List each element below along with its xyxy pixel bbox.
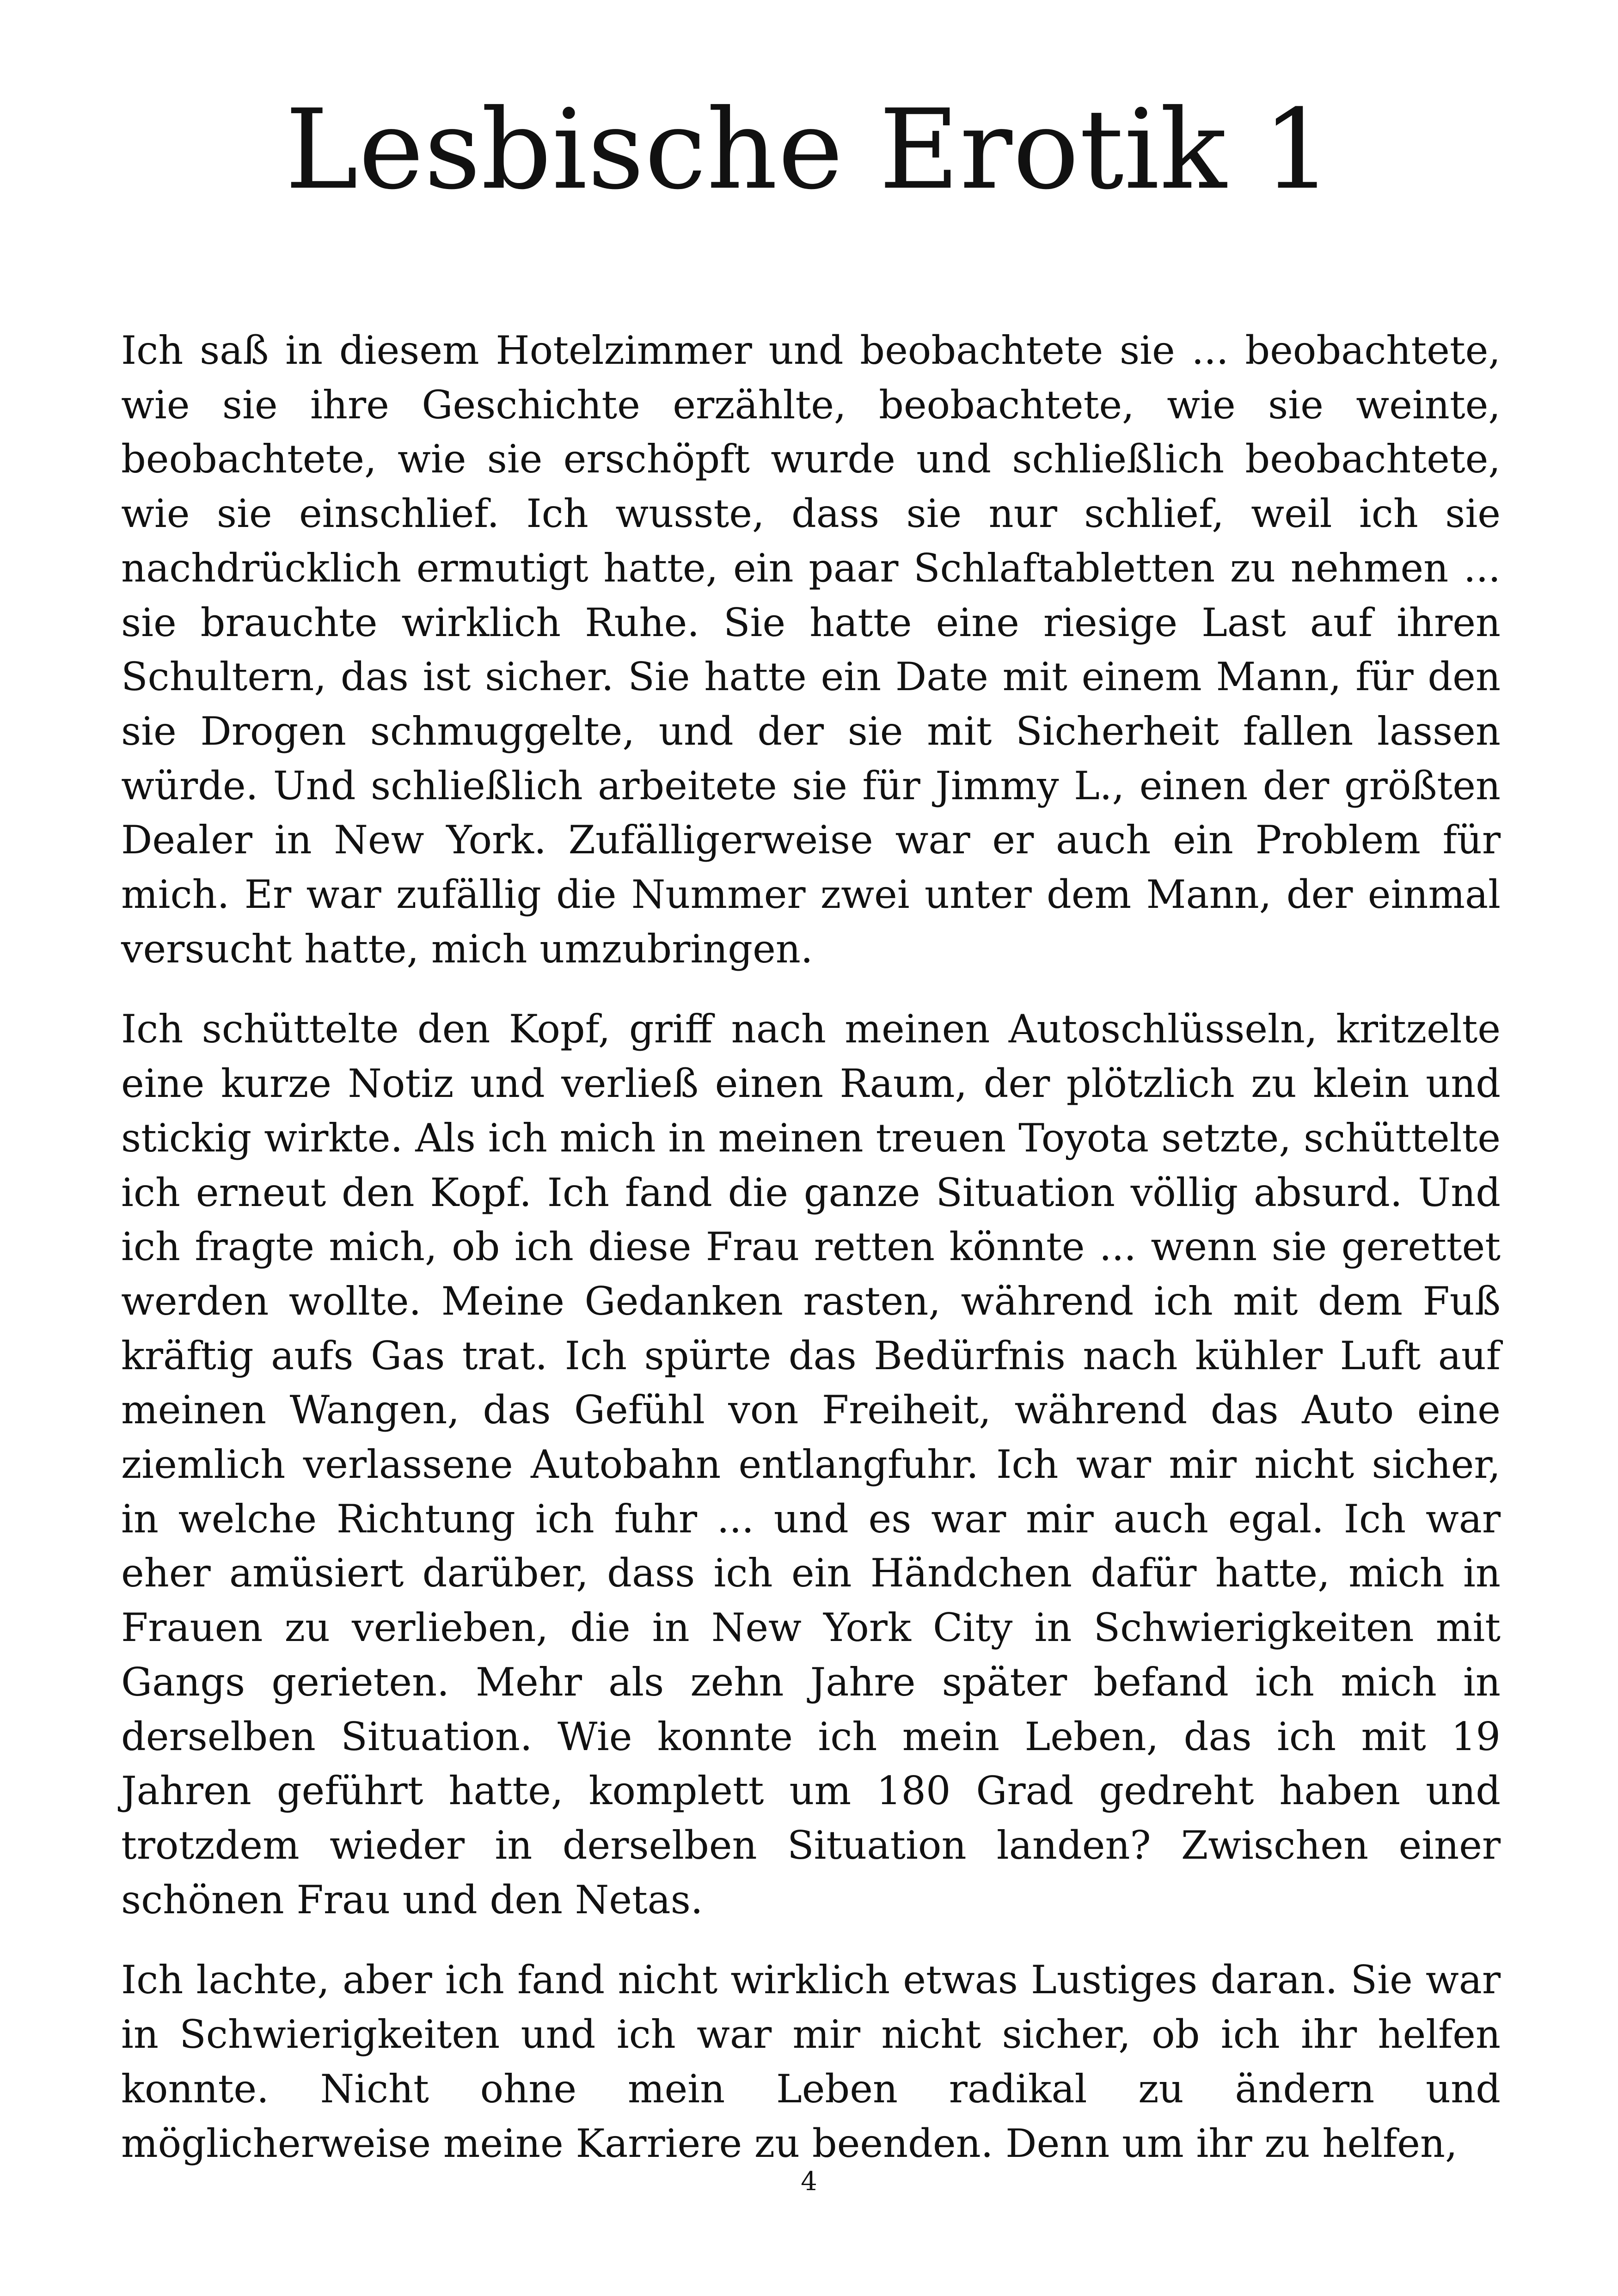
page-number: 4 bbox=[801, 2167, 817, 2197]
body-text bbox=[121, 324, 1501, 2197]
paragraph-2: Ich schüttelte den Kopf, griff nach meinen Autoschlüsseln, kritzelte eine kurze Notiz und verließ einen Raum, der plötzlich zu klein und stickig wirkte. Als ich mich in meinen treuen Toyota setzte, schüttelte ich erneut den Kopf. Ich fand die ganze Situation völlig absurd. Und ich fragte mich, ob ich diese Frau retten könnte ... wenn sie gerettet werden wollte. Meine Gedanken rasten, während ich mit dem Fuß kräftig aufs Gas trat. Ich spürte das Bedürfnis nach kühler Luft auf meinen Wangen, das Gefühl von Freiheit, während das Auto eine ziemlich verlassene Autobahn entlangfuhr. Ich war mir nicht sicher, in welche Richtung ich fuhr ... und es war mir auch egal. Ich war eher amüsiert darüber, dass ich ein Händchen dafür hatte, mich in Frauen zu verlieben, die in New York City in Schwierigkeiten mit Gangs gerieten. Mehr als zehn Jahre später befand ich mich in derselben Situation. Wie konnte ich mein Leben, das ich mit 19 Jahren geführt hatte, komplett um 180 Grad gedreht haben und trotzdem wieder in derselben Situation landen? Zwischen einer schönen Frau und den Netas. bbox=[121, 1006, 1501, 1923]
paragraph-1: Ich saß in diesem Hotelzimmer und beobachtete sie ... beobachtete, wie sie ihre Geschichte erzählte, beobachtete, wie sie weinte, beobachtete, wie sie erschöpft wurde und schließlich beobachtete, wie sie einschlief. Ich wusste, dass sie nur schlief, weil ich sie nachdrücklich ermutigt hatte, ein paar Schlaftabletten zu nehmen ... sie brauchte wirklich Ruhe. Sie hatte eine riesige Last auf ihren Schultern, das ist sicher. Sie hatte ein Date mit einem Mann, für den sie Drogen schmuggelte, und der sie mit Sicherheit fallen lassen würde. Und schließlich arbeitete sie für Jimmy L., einen der größten Dealer in New York. Zufälligerweise war er auch ein Problem für mich. Er war zufällig die Nummer zwei unter dem Mann, der einmal versucht hatte, mich umzubringen. bbox=[121, 328, 1501, 972]
page-title: Lesbische Erotik 1 bbox=[285, 86, 1333, 214]
paragraph-3: Ich lachte, aber ich fand nicht wirklich etwas Lustiges daran. Sie war in Schwierigkeiten und ich war mir nicht sicher, ob ich ihr helfen konnte. Nicht ohne mein Leben radikal zu ändern und möglicherweise meine Karriere zu beenden. Denn um ihr zu helfen, bbox=[121, 1957, 1501, 2166]
